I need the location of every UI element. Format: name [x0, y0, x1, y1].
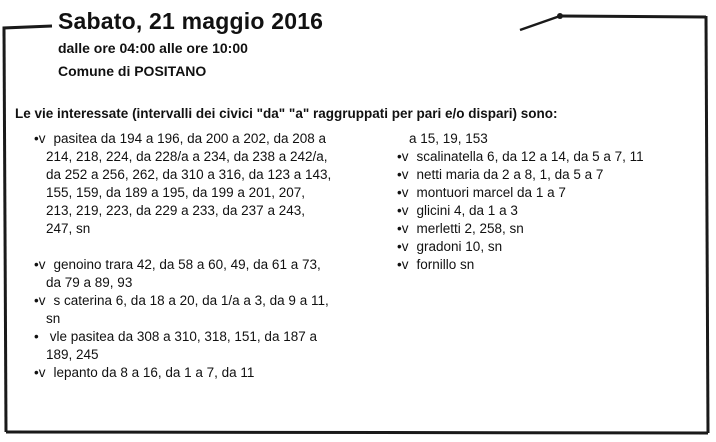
bullet-icon: •v — [34, 257, 46, 272]
list-item — [397, 184, 687, 202]
bullet-icon: • — [34, 329, 39, 344]
comune-label: Comune di POSITANO — [58, 63, 207, 79]
list-item — [34, 328, 334, 364]
street-text: pasitea da 194 a 196, da 200 a 202, da 208 a 214, 218, 224, da 228/a a 234, da 238 a 242/a, da 252 a 256, 262, da 310 a 316, da 123 a 143, 155, 159, da 189 a 195, da 199 a 201, 207, 213, 219, 223, da 229 a 233, da 237 a 243, 247, sn — [46, 131, 332, 236]
bullet-icon: •v — [397, 221, 409, 236]
list-item — [397, 220, 687, 238]
bullet-icon: •v — [34, 131, 46, 146]
bullet-icon: •v — [397, 149, 409, 164]
street-text: glicini 4, da 1 a 3 — [416, 203, 518, 218]
street-list-left — [34, 130, 334, 382]
street-text: lepanto da 8 a 16, da 1 a 7, da 11 — [53, 365, 255, 380]
street-text: montuori marcel da 1 a 7 — [416, 185, 566, 200]
list-item — [397, 256, 687, 274]
street-list-right — [397, 148, 687, 274]
list-item — [34, 256, 334, 292]
list-item — [397, 148, 687, 166]
street-text: gradoni 10, sn — [416, 239, 503, 254]
bullet-icon: •v — [397, 257, 409, 272]
street-text: fornillo sn — [416, 257, 475, 272]
list-item — [34, 292, 334, 328]
list-item — [397, 238, 687, 256]
list-continuation: a 15, 19, 153 — [409, 131, 488, 146]
list-item — [397, 202, 687, 220]
list-item — [34, 364, 334, 382]
bullet-icon: •v — [397, 239, 409, 254]
street-text: merletti 2, 258, sn — [416, 221, 524, 236]
bullet-icon: •v — [397, 203, 409, 218]
streets-intro: Le vie interessate (intervalli dei civici "da" "a" raggruppati per pari e/o dispari) sono: — [15, 106, 558, 121]
bullet-icon: •v — [397, 167, 409, 182]
street-text: vle pasitea da 308 a 310, 318, 151, da 187 a 189, 245 — [46, 329, 317, 362]
street-text: genoino trara 42, da 58 a 60, 49, da 61 a 73, da 79 a 89, 93 — [46, 257, 321, 290]
bullet-icon: •v — [34, 293, 46, 308]
street-text: scalinatella 6, da 12 a 14, da 5 a 7, 11 — [416, 149, 644, 164]
bullet-icon: •v — [34, 365, 46, 380]
date-title: Sabato, 21 maggio 2016 — [58, 8, 324, 34]
bullet-icon: •v — [397, 185, 409, 200]
time-range: dalle ore 04:00 alle ore 10:00 — [58, 40, 248, 56]
list-item — [34, 130, 334, 238]
street-text: netti maria da 2 a 8, 1, da 5 a 7 — [416, 167, 604, 182]
list-item — [397, 166, 687, 184]
street-text: s caterina 6, da 18 a 20, da 1/a a 3, da 9 a 11, sn — [46, 293, 329, 326]
